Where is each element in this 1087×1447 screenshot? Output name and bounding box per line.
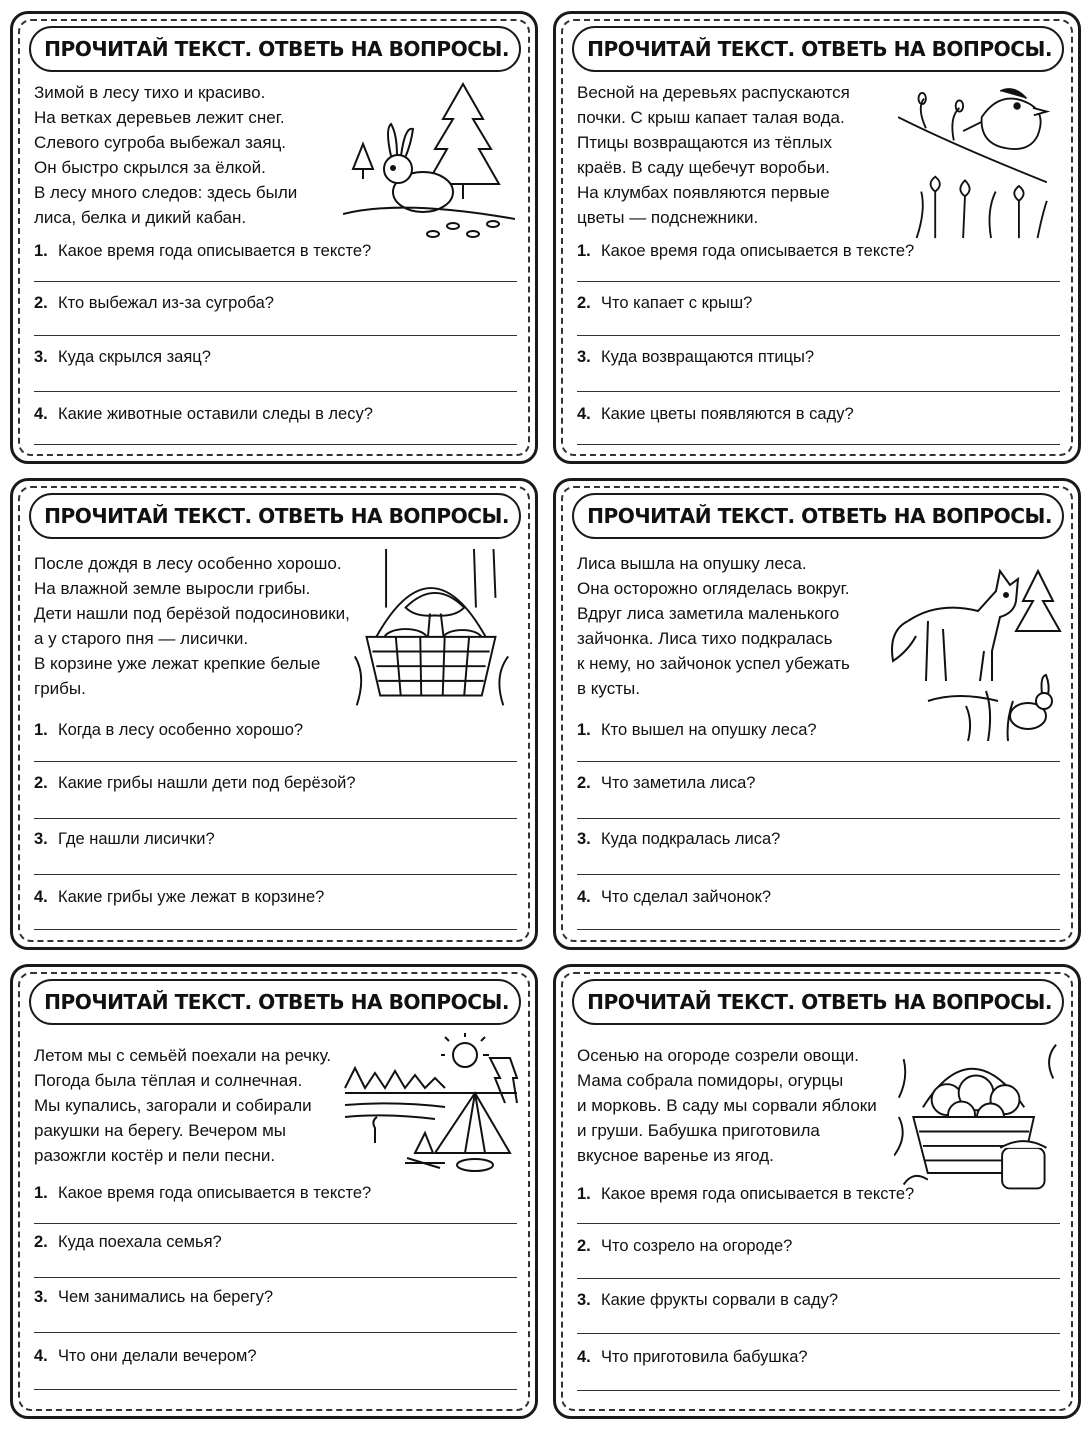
question-3 <box>577 830 1060 849</box>
story-line: Осенью на огороде созрели овощи. <box>577 1046 860 1065</box>
question-3 <box>577 1291 1060 1310</box>
answer-line[interactable] <box>577 444 1060 445</box>
answer-line[interactable] <box>34 818 517 819</box>
question-4 <box>577 888 1060 907</box>
card-title: ПРОЧИТАЙ ТЕКСТ. ОТВЕТЬ НА ВОПРОСЫ. <box>572 26 1064 72</box>
question-3 <box>34 1288 517 1307</box>
question-4 <box>34 1347 517 1366</box>
question-number: 1. <box>34 242 48 260</box>
question-2 <box>34 1233 517 1252</box>
story-text <box>577 551 887 701</box>
fox-and-hare-icon <box>884 551 1064 741</box>
harvest-basket-jam-icon <box>894 1037 1060 1197</box>
story-line: Лиса вышла на опушку леса. <box>577 554 807 573</box>
story-line: В лесу много следов: здесь были <box>34 183 298 202</box>
question-text: Какое время года описывается в тексте? <box>58 242 372 260</box>
story-line: зайчонка. Лиса тихо подкралась <box>577 629 833 648</box>
answer-line[interactable] <box>577 929 1060 930</box>
answer-line[interactable] <box>34 391 517 392</box>
story-line: На ветках деревьев лежит снег. <box>34 108 285 127</box>
question-number: 2. <box>34 294 48 312</box>
question-text: Что капает с крыш? <box>601 294 753 312</box>
question-2 <box>577 774 1060 793</box>
answer-line[interactable] <box>577 1333 1060 1334</box>
question-text: Кто выбежал из-за сугроба? <box>58 294 274 312</box>
question-number: 1. <box>577 242 591 260</box>
story-line: лиса, белка и дикий кабан. <box>34 208 247 227</box>
spring-bird-snowdrops-icon <box>898 74 1058 244</box>
question-text: Какие фрукты сорвали в саду? <box>601 1291 839 1309</box>
question-1 <box>577 1185 1060 1204</box>
question-number: 3. <box>34 1288 48 1306</box>
question-2 <box>577 1237 1060 1256</box>
question-number: 4. <box>34 1347 48 1365</box>
question-number: 1. <box>577 1185 591 1203</box>
story-line: Она осторожно огляделась вокруг. <box>577 579 850 598</box>
question-number: 1. <box>34 1184 48 1202</box>
story-line: ракушки на берегу. Вечером мы <box>34 1121 287 1140</box>
question-2 <box>577 294 1060 313</box>
question-text: Куда подкралась лиса? <box>601 830 781 848</box>
story-line: Дети нашли под берёзой подосиновики, <box>34 604 350 623</box>
question-number: 2. <box>577 294 591 312</box>
answer-line[interactable] <box>577 1390 1060 1391</box>
question-text: Что заметила лиса? <box>601 774 756 792</box>
story-line: Погода была тёплая и солнечная. <box>34 1071 303 1090</box>
card-title: ПРОЧИТАЙ ТЕКСТ. ОТВЕТЬ НА ВОПРОСЫ. <box>572 493 1064 539</box>
question-number: 2. <box>577 1237 591 1255</box>
question-text: Какие грибы уже лежат в корзине? <box>58 888 325 906</box>
question-text: Что приготовила бабушка? <box>601 1348 808 1366</box>
answer-line[interactable] <box>34 874 517 875</box>
answer-line[interactable] <box>34 1277 517 1278</box>
question-number: 4. <box>34 888 48 906</box>
story-line: и груши. Бабушка приготовила <box>577 1121 820 1140</box>
question-4 <box>34 405 517 424</box>
story-text <box>34 1043 354 1168</box>
story-line: в кусты. <box>577 679 640 698</box>
story-text <box>34 80 344 230</box>
card-summer <box>10 964 538 1419</box>
question-1 <box>34 721 517 740</box>
answer-line[interactable] <box>577 335 1060 336</box>
story-text <box>577 80 887 230</box>
story-text <box>577 1043 907 1168</box>
question-text: Какие цветы появляются в саду? <box>601 405 854 423</box>
question-text: Какие животные оставили следы в лесу? <box>58 405 373 423</box>
question-3 <box>577 348 1060 367</box>
story-line: Вдруг лиса заметила маленького <box>577 604 840 623</box>
story-line: к нему, но зайчонок успел убежать <box>577 654 850 673</box>
question-text: Когда в лесу особенно хорошо? <box>58 721 304 739</box>
question-number: 1. <box>577 721 591 739</box>
answer-line[interactable] <box>577 874 1060 875</box>
story-line: На влажной земле выросли грибы. <box>34 579 311 598</box>
question-text: Какое время года описывается в тексте? <box>601 1185 915 1203</box>
question-text: Куда скрылся заяц? <box>58 348 211 366</box>
story-line: Мы купались, загорали и собирали <box>34 1096 312 1115</box>
story-line: Слевого сугроба выбежал заяц. <box>34 133 287 152</box>
question-number: 4. <box>34 405 48 423</box>
card-title: ПРОЧИТАЙ ТЕКСТ. ОТВЕТЬ НА ВОПРОСЫ. <box>29 26 521 72</box>
story-line: Он быстро скрылся за ёлкой. <box>34 158 266 177</box>
card-spring <box>553 11 1081 464</box>
question-number: 1. <box>34 721 48 739</box>
answer-line[interactable] <box>34 1389 517 1390</box>
question-text: Какие грибы нашли дети под берёзой? <box>58 774 356 792</box>
question-number: 4. <box>577 405 591 423</box>
story-text <box>34 551 374 701</box>
answer-line[interactable] <box>577 1278 1060 1279</box>
card-autumn <box>553 964 1081 1419</box>
question-1 <box>34 242 517 261</box>
story-line: грибы. <box>34 679 86 698</box>
winter-forest-hare-icon <box>343 74 515 244</box>
question-4 <box>577 405 1060 424</box>
card-title: ПРОЧИТАЙ ТЕКСТ. ОТВЕТЬ НА ВОПРОСЫ. <box>29 979 521 1025</box>
question-1 <box>34 1184 517 1203</box>
card-title: ПРОЧИТАЙ ТЕКСТ. ОТВЕТЬ НА ВОПРОСЫ. <box>572 979 1064 1025</box>
answer-line[interactable] <box>34 335 517 336</box>
story-line: Зимой в лесу тихо и красиво. <box>34 83 266 102</box>
answer-line[interactable] <box>577 281 1060 282</box>
question-number: 3. <box>577 348 591 366</box>
question-text: Кто вышел на опушку леса? <box>601 721 817 739</box>
question-text: Куда поехала семья? <box>58 1233 222 1251</box>
story-line: вкусное варенье из ягод. <box>577 1146 774 1165</box>
story-line: краёв. В саду щебечут воробьи. <box>577 158 830 177</box>
question-number: 4. <box>577 888 591 906</box>
question-text: Какое время года описывается в тексте? <box>58 1184 372 1202</box>
question-text: Где нашли лисички? <box>58 830 215 848</box>
question-text: Чем занимались на берегу? <box>58 1288 274 1306</box>
answer-line[interactable] <box>34 281 517 282</box>
question-1 <box>577 242 1060 261</box>
story-line: а у старого пня — лисички. <box>34 629 249 648</box>
answer-line[interactable] <box>577 1223 1060 1224</box>
story-line: почки. С крыш капает талая вода. <box>577 108 845 127</box>
question-text: Что созрело на огороде? <box>601 1237 793 1255</box>
story-line: Мама собрала помидоры, огурцы <box>577 1071 844 1090</box>
question-text: Какое время года описывается в тексте? <box>601 242 915 260</box>
card-title: ПРОЧИТАЙ ТЕКСТ. ОТВЕТЬ НА ВОПРОСЫ. <box>29 493 521 539</box>
question-3 <box>34 830 517 849</box>
card-fox <box>553 478 1081 950</box>
question-1 <box>577 721 1060 740</box>
story-line: В корзине уже лежат крепкие белые <box>34 654 321 673</box>
story-line: На клумбах появляются первые <box>577 183 830 202</box>
mushroom-basket-icon <box>347 547 515 717</box>
question-number: 2. <box>34 774 48 792</box>
question-text: Куда возвращаются птицы? <box>601 348 815 366</box>
answer-line[interactable] <box>34 1223 517 1224</box>
question-2 <box>34 294 517 313</box>
question-number: 3. <box>34 830 48 848</box>
question-4 <box>34 888 517 907</box>
question-number: 2. <box>34 1233 48 1251</box>
question-text: Что сделал зайчонок? <box>601 888 772 906</box>
card-mushrooms <box>10 478 538 950</box>
answer-line[interactable] <box>577 818 1060 819</box>
story-line: цветы — подснежники. <box>577 208 759 227</box>
question-number: 2. <box>577 774 591 792</box>
question-number: 4. <box>577 1348 591 1366</box>
question-number: 3. <box>577 1291 591 1309</box>
answer-line[interactable] <box>34 929 517 930</box>
question-number: 3. <box>577 830 591 848</box>
question-2 <box>34 774 517 793</box>
question-4 <box>577 1348 1060 1367</box>
story-line: и морковь. В саду мы сорвали яблоки <box>577 1096 877 1115</box>
answer-line[interactable] <box>34 444 517 445</box>
story-line: Летом мы с семьёй поехали на речку. <box>34 1046 332 1065</box>
story-line: разожгли костёр и пели песни. <box>34 1146 276 1165</box>
story-line: Весной на деревьях распускаются <box>577 83 850 102</box>
answer-line[interactable] <box>34 1332 517 1333</box>
river-camp-tent-icon <box>341 1033 521 1183</box>
answer-line[interactable] <box>577 761 1060 762</box>
answer-line[interactable] <box>577 391 1060 392</box>
story-line: Птицы возвращаются из тёплых <box>577 133 832 152</box>
question-3 <box>34 348 517 367</box>
story-line: После дождя в лесу особенно хорошо. <box>34 554 342 573</box>
answer-line[interactable] <box>34 761 517 762</box>
card-winter <box>10 11 538 464</box>
question-text: Что они делали вечером? <box>58 1347 257 1365</box>
question-number: 3. <box>34 348 48 366</box>
